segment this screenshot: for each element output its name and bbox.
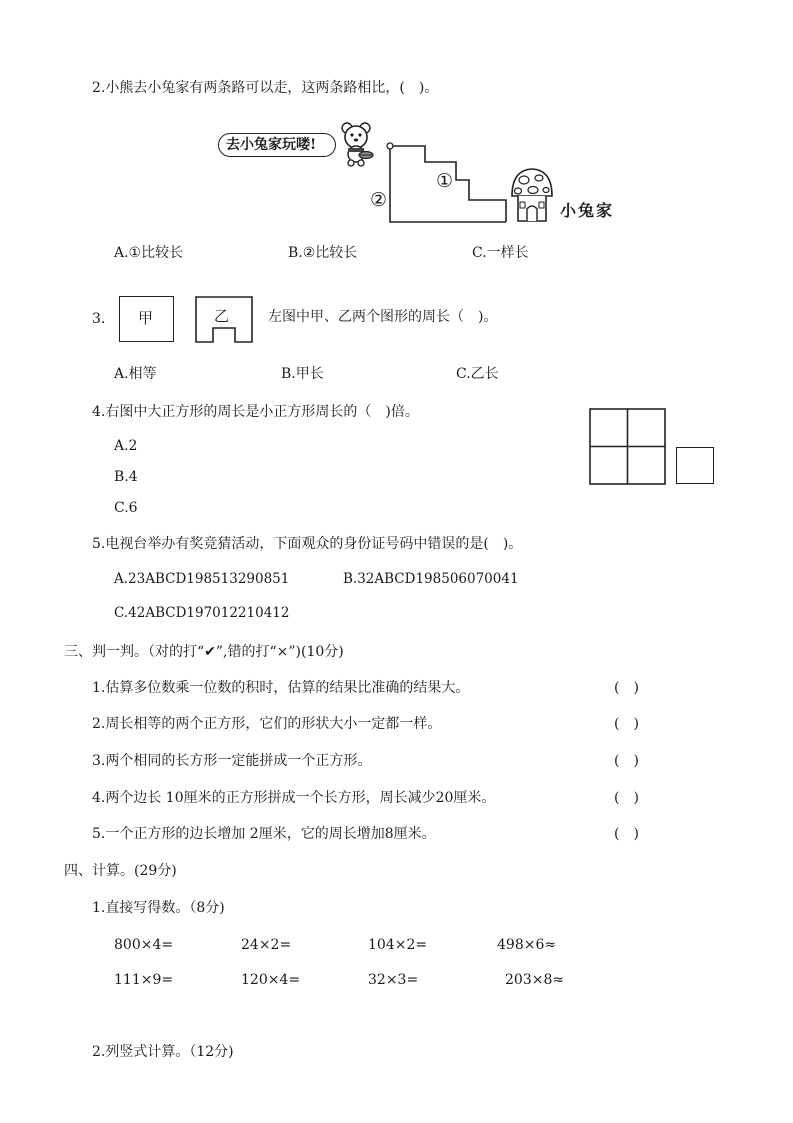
route2-label: ② [370,189,388,211]
judge-item-2: 2.周长相等的两个正方形，它们的形状大小一定都一样。 [92,716,442,732]
small-square [676,447,714,484]
judge-answer-2[interactable]: ( ) [614,716,639,732]
q5-stem: 5.电视台举办有奖竞猜活动，下面观众的身份证号码中错误的是( )。 [92,536,523,552]
bear-icon [338,120,378,170]
q2-option-c: C.一样长 [472,245,529,261]
q2-stem: 2.小熊去小兔家有两条路可以走，这两条路相比，( )。 [92,80,439,96]
judge-answer-4[interactable]: ( ) [614,790,639,806]
section3-title: 三、判一判。（对的打“✔”,错的打“×”)(10分) [64,644,344,660]
judge-item-1: 1.估算多位数乘一位数的积时，估算的结果比准确的结果大。 [92,680,470,696]
q2-option-b: B.②比较长 [288,245,358,261]
shape-jia-label: 甲 [138,309,154,327]
judge-answer-5[interactable]: ( ) [614,826,639,842]
calc-r1-c1: 800×4= [114,937,174,953]
q2-option-a: A.①比较长 [114,245,184,261]
mushroom-house-icon [508,166,556,224]
q4-option-a: A.2 [114,438,138,454]
route1-label: ① [436,170,454,192]
q3-option-a: A.相等 [114,366,157,382]
q3-option-b: B.甲长 [281,366,324,382]
section4-sub1: 1.直接写得数。（8分) [92,900,225,916]
judge-item-3: 3.两个相同的长方形一定能拼成一个正方形。 [92,753,372,769]
calc-r2-c1: 111×9= [114,972,174,988]
q4-option-b: B.4 [114,469,138,485]
judge-answer-1[interactable]: ( ) [614,680,639,696]
bubble-text: 去小兔家玩喽! [226,137,317,153]
judge-answer-3[interactable]: ( ) [614,753,639,769]
q5-option-c: C.42ABCD197012210412 [114,605,290,621]
q3-number: 3. [92,311,106,327]
calc-r1-c3: 104×2= [368,937,428,953]
judge-item-4: 4.两个边长 10厘米的正方形拼成一个长方形，周长减少20厘米。 [92,790,496,806]
q3-option-c: C.乙长 [456,366,499,382]
q4-stem: 4.右图中大正方形的周长是小正方形周长的（ )倍。 [92,404,419,420]
q4-option-c: C.6 [114,500,138,516]
q3-stem: 左图中甲、乙两个图形的周长（ )。 [268,309,498,325]
section4-title: 四、计算。(29分) [64,863,177,879]
big-square-grid [589,408,667,486]
judge-item-5: 5.一个正方形的边长增加 2厘米，它的周长增加8厘米。 [92,826,436,842]
calc-r1-c4: 498×6≈ [497,937,557,953]
house-label: 小兔家 [560,201,615,220]
q5-option-a: A.23ABCD198513290851 [114,571,290,587]
calc-r2-c4: 203×8≈ [505,972,565,988]
q5-option-b: B.32ABCD198506070041 [343,571,519,587]
calc-r2-c3: 32×3= [368,972,419,988]
shape-yi-label: 乙 [214,307,230,325]
speech-bubble [218,133,336,157]
calc-r1-c2: 24×2= [241,937,292,953]
section4-sub2: 2.列竖式计算。（12分) [92,1044,234,1060]
calc-r2-c2: 120×4= [241,972,301,988]
